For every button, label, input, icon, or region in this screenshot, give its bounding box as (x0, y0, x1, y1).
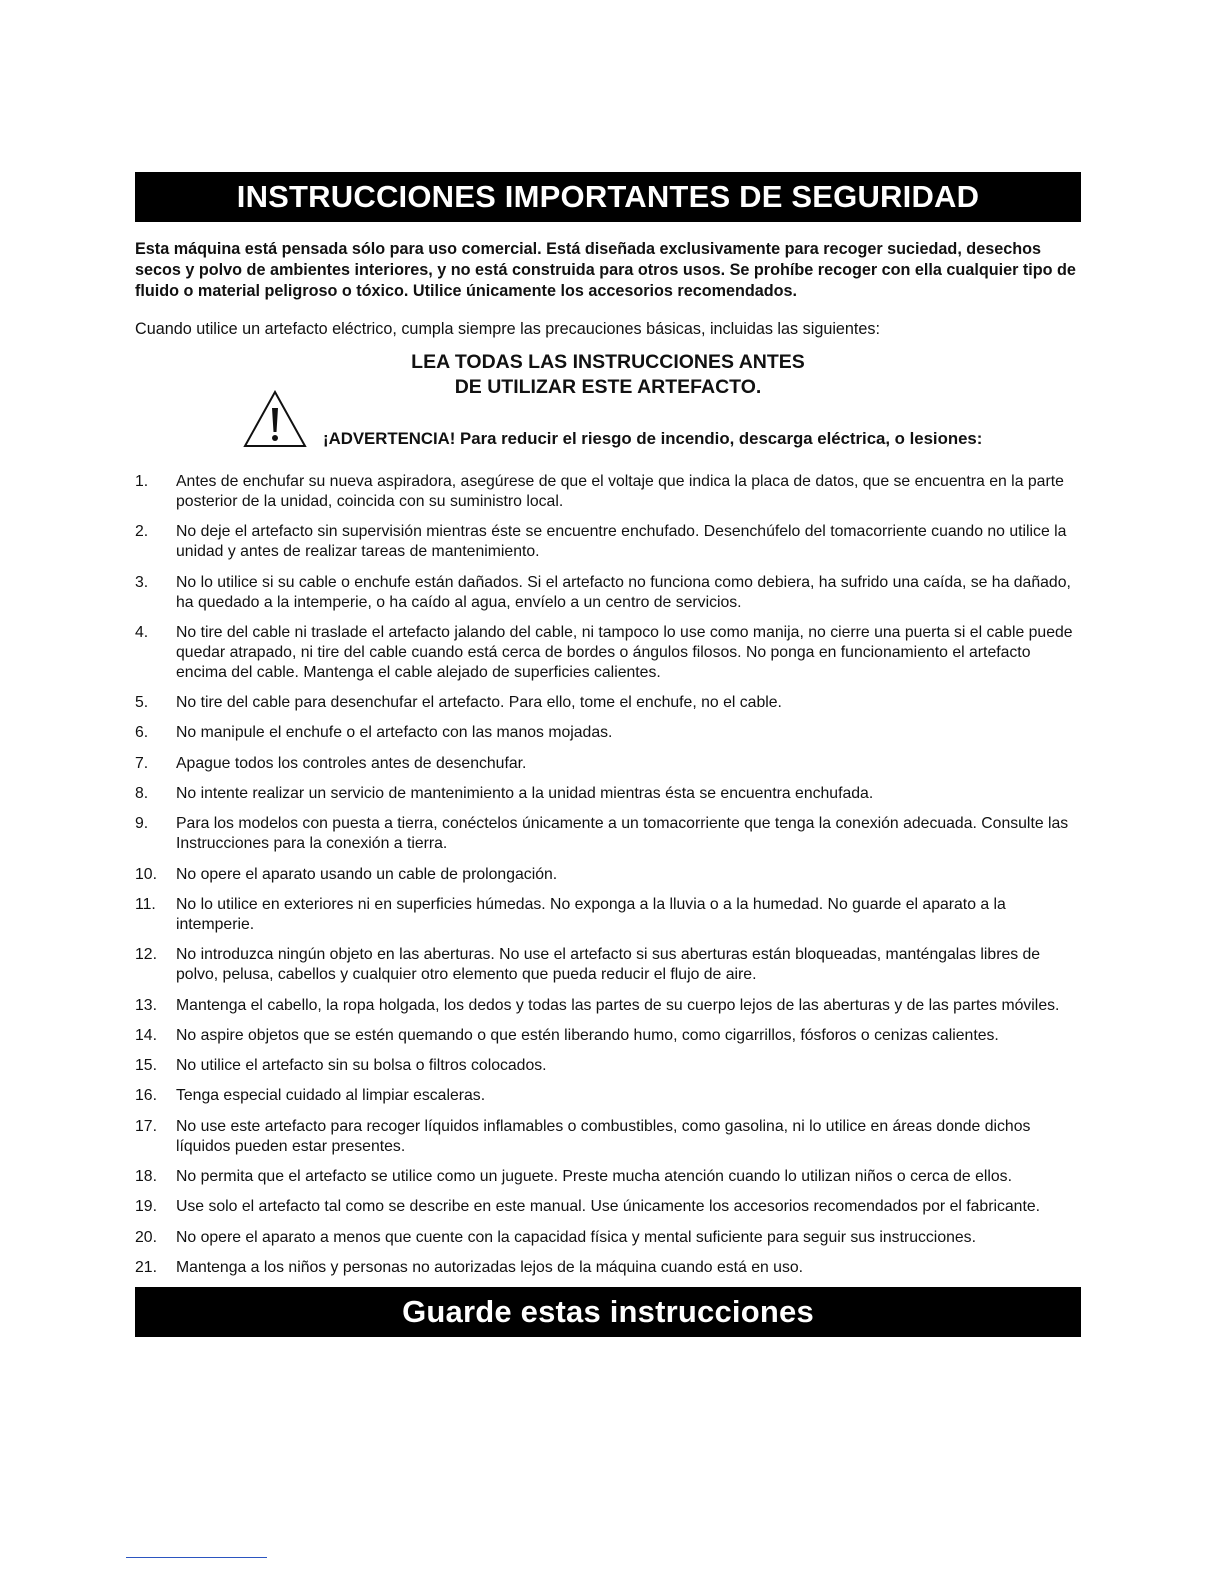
save-instructions-banner: Guarde estas instrucciones (135, 1287, 1081, 1337)
list-item (135, 693, 1081, 713)
list-item (135, 1086, 1081, 1106)
list-item-text: No lo utilice en exteriores ni en superficies húmedas. No exponga a la lluvia o a la humedad. No guarde el aparato a la intemperie. (176, 895, 1006, 933)
list-item-number: 17. (135, 1117, 157, 1135)
list-item (135, 754, 1081, 774)
list-item-text: No lo utilice si su cable o enchufe están dañados. Si el artefacto no funciona como debiera, ha sufrido una caída, se ha dañado, ha quedado a la intemperie, o ha caído al agua, envíelo a un centro de servicios. (176, 573, 1071, 611)
list-item-number: 10. (135, 865, 157, 883)
list-item (135, 472, 1081, 512)
list-item-number: 9. (135, 815, 149, 833)
list-item (135, 814, 1081, 854)
list-item-number: 14. (135, 1026, 157, 1044)
list-item-text: Para los modelos con puesta a tierra, conéctelos únicamente a un tomacorriente que tenga la conexión adecuada. Consulte las Instrucciones para la conexión a tierra. (176, 815, 1069, 853)
warning-triangle-icon (243, 390, 307, 448)
list-item (135, 996, 1081, 1016)
list-item-text: Apague todos los controles antes de desenchufar. (176, 754, 527, 772)
intro-bold-paragraph: Esta máquina está pensada sólo para uso comercial. Está diseñada exclusivamente para recoger suciedad, desechos secos y polvo de ambientes interiores, y no está construida para otros usos. Se prohíbe recoger con ella cualquier tipo de fluido o material peligroso o tóxico. Utilice únicamente los accesorios recomendados. (135, 240, 1076, 300)
list-item-text: No aspire objetos que se estén quemando o que estén liberando humo, como cigarrillos, fósforos o cenizas calientes. (176, 1026, 999, 1044)
list-item-number: 5. (135, 694, 149, 712)
list-item-text: No manipule el enchufe o el artefacto con las manos mojadas. (176, 724, 613, 742)
list-item-number: 18. (135, 1168, 157, 1186)
list-item-text: No deje el artefacto sin supervisión mientras éste se encuentre enchufado. Desenchúfelo del tomacorriente cuando no utilice la unidad y antes de realizar tareas de mantenimiento. (176, 523, 1067, 561)
list-item (135, 1056, 1081, 1076)
intro-paragraph: Cuando utilice un artefacto eléctrico, cumpla siempre las precauciones básicas, incluidas las siguientes: (135, 320, 881, 338)
list-item (135, 865, 1081, 885)
list-item-number: 11. (135, 895, 156, 913)
list-item-text: Mantenga el cabello, la ropa holgada, los dedos y todas las partes de su cuerpo lejos de las aberturas y de las partes móviles. (176, 996, 1060, 1014)
list-item (135, 895, 1081, 935)
list-item-text: Antes de enchufar su nueva aspiradora, asegúrese de que el voltaje que indica la placa de datos, que se encuentra en la parte posterior de la unidad, coincida con su suministro local. (176, 473, 1064, 510)
list-item-text: No opere el aparato usando un cable de prolongación. (176, 865, 558, 883)
list-item-text: No tire del cable para desenchufar el artefacto. Para ello, tome el enchufe, no el cable. (176, 694, 782, 712)
list-item (135, 623, 1081, 683)
list-item-number: 12. (135, 946, 157, 964)
list-item (135, 945, 1081, 985)
list-item (135, 1197, 1081, 1217)
list-item-number: 6. (135, 724, 149, 742)
list-item-text: No tire del cable ni traslade el artefacto jalando del cable, ni tampoco lo use como manija, no cierre una puerta si el cable puede quedar atrapado, ni tire del cable cuando está cerca de bordes o ángulos filosos. No ponga en funcionamiento el artefacto encima del cable. Mantenga el cable alejado de superficies calientes. (176, 623, 1073, 681)
list-item (135, 1026, 1081, 1046)
list-item-number: 4. (135, 623, 149, 641)
page-title: INSTRUCCIONES IMPORTANTES DE SEGURIDAD (135, 172, 1081, 222)
list-item-text: Use solo el artefacto tal como se describe en este manual. Use únicamente los accesorios recomendados por el fabricante. (176, 1198, 1041, 1216)
list-item-number: 21. (135, 1258, 157, 1276)
list-item-number: 7. (135, 754, 149, 772)
list-item-number: 19. (135, 1198, 157, 1216)
list-item (135, 1258, 1081, 1278)
read-notice (135, 340, 1081, 456)
list-item-number: 13. (135, 996, 157, 1014)
list-item (135, 522, 1081, 562)
document-page (135, 172, 1081, 1337)
list-item (135, 1167, 1081, 1187)
list-item-text: No permita que el artefacto se utilice como un juguete. Preste mucha atención cuando lo utilizan niños o cerca de ellos. (176, 1168, 1012, 1186)
list-item-text: No opere el aparato a menos que cuente con la capacidad física y mental suficiente para seguir sus instrucciones. (176, 1228, 976, 1246)
warning-text: ¡ADVERTENCIA! Para reducir el riesgo de incendio, descarga eléctrica, o lesiones: (323, 429, 983, 448)
list-item-number: 8. (135, 785, 149, 803)
read-notice-line2: DE UTILIZAR ESTE ARTEFACTO. (454, 376, 762, 398)
read-notice-line1: LEA TODAS LAS INSTRUCCIONES ANTES (411, 351, 805, 373)
list-item-text: No intente realizar un servicio de mantenimiento a la unidad mientras ésta se encuentra enchufada. (176, 785, 874, 803)
list-item-text: Mantenga a los niños y personas no autorizadas lejos de la máquina cuando está en uso. (176, 1258, 804, 1276)
list-item-number: 2. (135, 523, 149, 541)
list-item-number: 3. (135, 573, 149, 591)
list-item (135, 1228, 1081, 1248)
list-item-text: No use este artefacto para recoger líquidos inflamables o combustibles, como gasolina, ni lo utilice en áreas donde dichos líquidos pueden estar presentes. (176, 1117, 1031, 1155)
list-item (135, 573, 1081, 613)
footnote-divider (126, 1557, 267, 1558)
list-item (135, 784, 1081, 804)
list-item-number: 20. (135, 1228, 157, 1246)
list-item (135, 723, 1081, 743)
list-item-number: 16. (135, 1087, 157, 1105)
list-item-text: No introduzca ningún objeto en las aberturas. No use el artefacto si sus aberturas están bloqueadas, manténgalas libres de polvo, pelusa, cabellos y cualquier otro elemento que pueda reducir el flujo de aire. (176, 946, 1041, 984)
list-item-number: 15. (135, 1057, 157, 1075)
list-item (135, 1117, 1081, 1157)
list-item-text: Tenga especial cuidado al limpiar escaleras. (176, 1087, 486, 1105)
safety-rules-list (135, 472, 1081, 1278)
list-item-text: No utilice el artefacto sin su bolsa o filtros colocados. (176, 1057, 547, 1075)
list-item-number: 1. (135, 473, 149, 490)
